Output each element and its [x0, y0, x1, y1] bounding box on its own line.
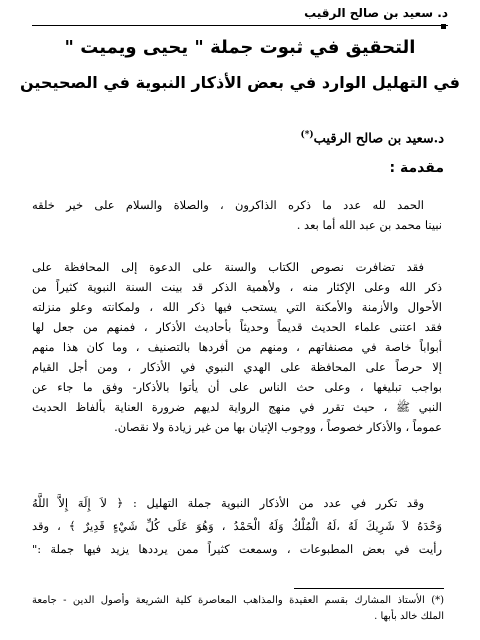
running-header-author: د. سعيد بن صالح الرقيب	[304, 6, 448, 20]
section-heading: مقدمة :	[389, 160, 444, 176]
paragraph-body	[32, 257, 442, 437]
paragraph-line: ذكر الله وعلى الإكثار منه ، ولأهمية الذكر قد بينت السنة النبوية كثيراً من	[32, 280, 442, 294]
paragraph-line: أبواباً خاصة في مصنفاتهم ، ومنهم من أفردها بالتصنيف ، وما كان هذا منهم	[32, 340, 442, 354]
paragraph-line: نبينا محمد بن عبد الله أما بعد .	[296, 218, 442, 232]
running-header	[32, 7, 448, 26]
paragraph-line: عموماً ، والأذكار خصوصاً ، ووجوب الإتيان بها من غير زيادة ولا نقصان.	[114, 420, 442, 434]
paragraph-line: النبي ﷺ ، حيث تقرر في منهج الرواية لديهم ضرورة العناية بألفاظ الحديث	[32, 400, 442, 414]
header-marker	[441, 24, 446, 29]
paragraph-line: فقد اعتنى علماء الحديث قديماً وحديثاً بأحاديث الأذكار ، فمنهم من جعل لها	[32, 320, 442, 334]
author-byline	[260, 130, 444, 146]
footnote-line: الملك خالد بأبها .	[374, 611, 444, 622]
paragraph-line: بواجب تبليغها ، وعلى حث الناس على أن يأتوا بالأذكار- وفق ما جاء عن	[32, 380, 442, 394]
paragraph-line: رأيت في بعض المطبوعات ، وسمعت كثيراً ممن يرددها يزيد فيها جملة :"	[32, 542, 442, 556]
paragraph-line: وقد تكرر في عدد من الأذكار النبوية جملة التهليل : ﴿ لاَ إِلَهَ إِلاَّ اللَّهُ	[32, 496, 424, 510]
paragraph-line: الأحوال والأزمنة والأمكنة التي يستحب فيها ذكر الله ، ولمكانته وعلو منزلته	[32, 300, 442, 314]
paragraph-line: إلا حرصاً على المحافظة على الهدي النبوي في الأذكار ، ومن أجل القيام	[32, 360, 442, 374]
author-name: د.سعيد بن صالح الرقيب	[313, 131, 444, 147]
footnote-line: (*) الأستاذ المشارك بقسم العقيدة والمذاهب المعاصرة كلية الشريعة وأصول الدين - جامعة	[32, 595, 444, 606]
footnote-separator	[294, 588, 444, 589]
paragraph-tahlil	[32, 492, 442, 561]
footnote	[32, 593, 444, 625]
paragraph-intro	[32, 195, 442, 235]
paragraph-line: الحمد لله عدد ما ذكره الذاكرون ، والصلاة والسلام على خير خلقه	[32, 198, 424, 212]
paragraph-line: وَحْدَهُ لاَ شَرِيكَ لَهُ ،لَهُ الْمُلْكُ وَلَهُ الْحَمْدُ ، وَهُوَ عَلَى كُلِّ شَيْءٍ قَدِيرٌ ﴾ ، وقد	[32, 519, 442, 533]
footnote-mark: (*)	[300, 130, 314, 140]
article-subtitle: في التهليل الوارد في بعض الأذكار النبوية في الصحيحين	[20, 73, 460, 92]
article-title: التحقيق في ثبوت جملة " يحيى ويميت "	[64, 37, 416, 58]
paragraph-line: فقد تضافرت نصوص الكتاب والسنة على الدعوة إلى المحافظة على	[32, 260, 424, 274]
